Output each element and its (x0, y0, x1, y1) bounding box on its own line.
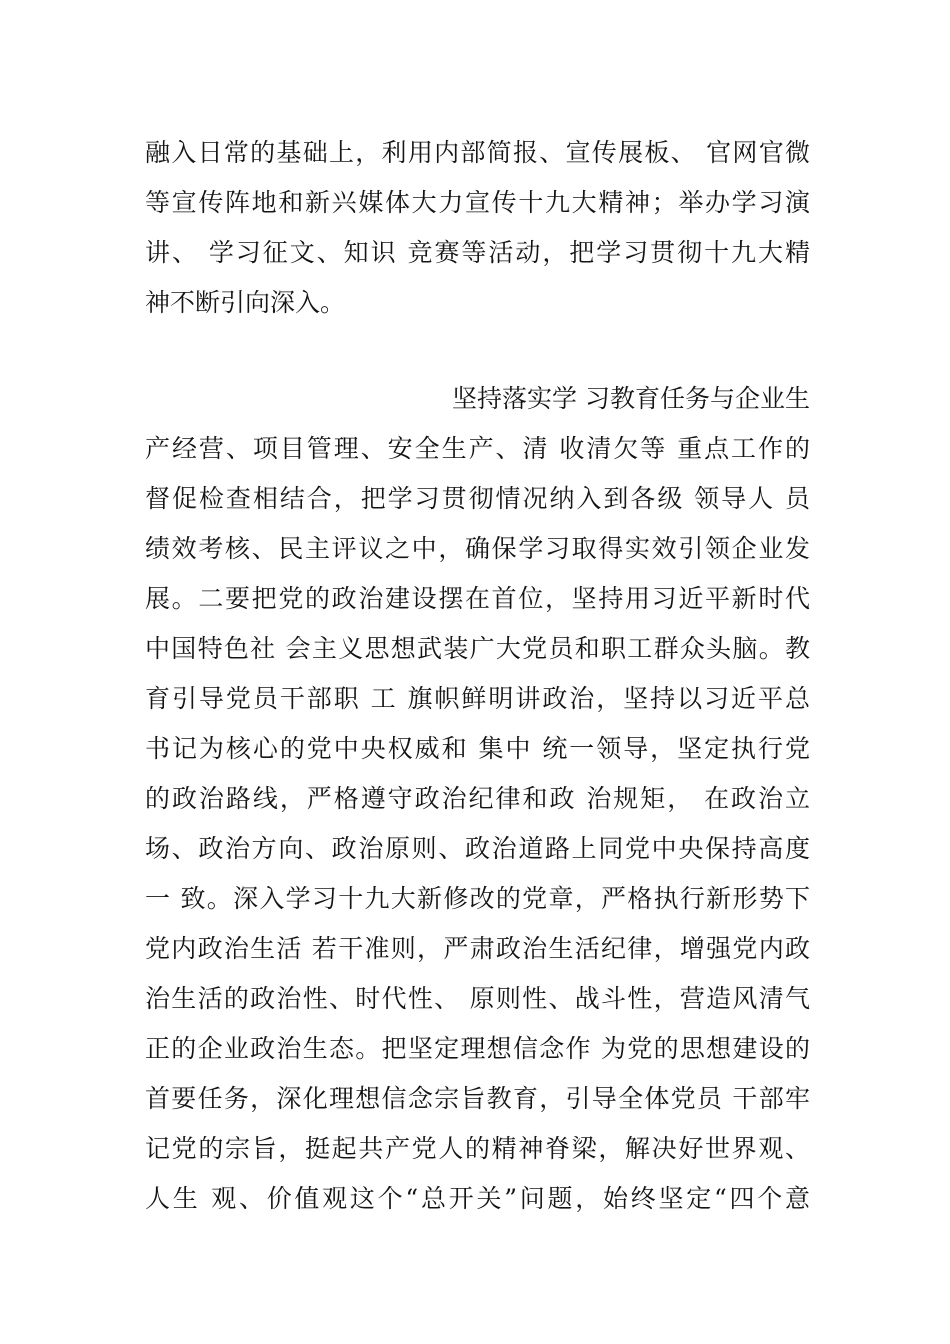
paragraph-line: 中国特色社 会主义思想武装广大党员和职工群众头脑。教 (145, 634, 810, 663)
paragraph-line: 坚持落实学 习教育任务与企业生 (452, 384, 810, 413)
paragraph-line: 绩效考核、民主评议之中，确保学习取得实效引领企业发 (145, 534, 810, 563)
paragraph-line: 产经营、项目管理、安全生产、清 收清欠等 重点工作的 (145, 434, 810, 463)
paragraph-line: 等宣传阵地和新兴媒体大力宣传十九大精神；举办学习演 (145, 188, 810, 217)
paragraph-line: 神不断引向深入。 (145, 288, 346, 317)
paragraph-line: 讲、 学习征文、知识 竞赛等活动，把学习贯彻十九大精 (145, 238, 810, 267)
paragraph-line: 育引导党员干部职 工 旗帜鲜明讲政治，坚持以习近平总 (145, 684, 810, 713)
paragraph-line: 的政治路线，严格遵守政治纪律和政 治规矩， 在政治立 (145, 784, 810, 813)
paragraph-line: 党内政治生活 若干准则，严肃政治生活纪律，增强党内政 (145, 934, 810, 963)
paragraph-line: 一 致。深入学习十九大新修改的党章，严格执行新形势下 (145, 884, 810, 913)
paragraph-line: 人生 观、价值观这个“总开关”问题，始终坚定“四个意 (145, 1184, 810, 1213)
paragraph-1 (145, 128, 810, 317)
paragraph-line: 融入日常的基础上，利用内部简报、宣传展板、 官网官微 (145, 138, 810, 167)
paragraph-line: 治生活的政治性、时代性、 原则性、战斗性，营造风清气 (145, 984, 810, 1013)
paragraph-line: 展。二要把党的政治建设摆在首位，坚持用习近平新时代 (145, 584, 810, 613)
paragraph-line: 场、政治方向、政治原则、政治道路上同党中央保持高度 (145, 834, 810, 863)
paragraph-line: 正的企业政治生态。把坚定理想信念作 为党的思想建设的 (145, 1034, 810, 1063)
paragraph-line: 记党的宗旨，挺起共产党人的精神脊梁，解决好世界观、 (145, 1134, 810, 1163)
paragraph-line: 督促检查相结合，把学习贯彻情况纳入到各级 领导人 员 (145, 484, 810, 513)
paragraph-line: 首要任务，深化理想信念宗旨教育，引导全体党员 干部牢 (145, 1084, 810, 1113)
paragraph-line: 书记为核心的党中央权威和 集中 统一领导，坚定执行党 (145, 734, 810, 763)
paragraph-2 (145, 374, 810, 1213)
